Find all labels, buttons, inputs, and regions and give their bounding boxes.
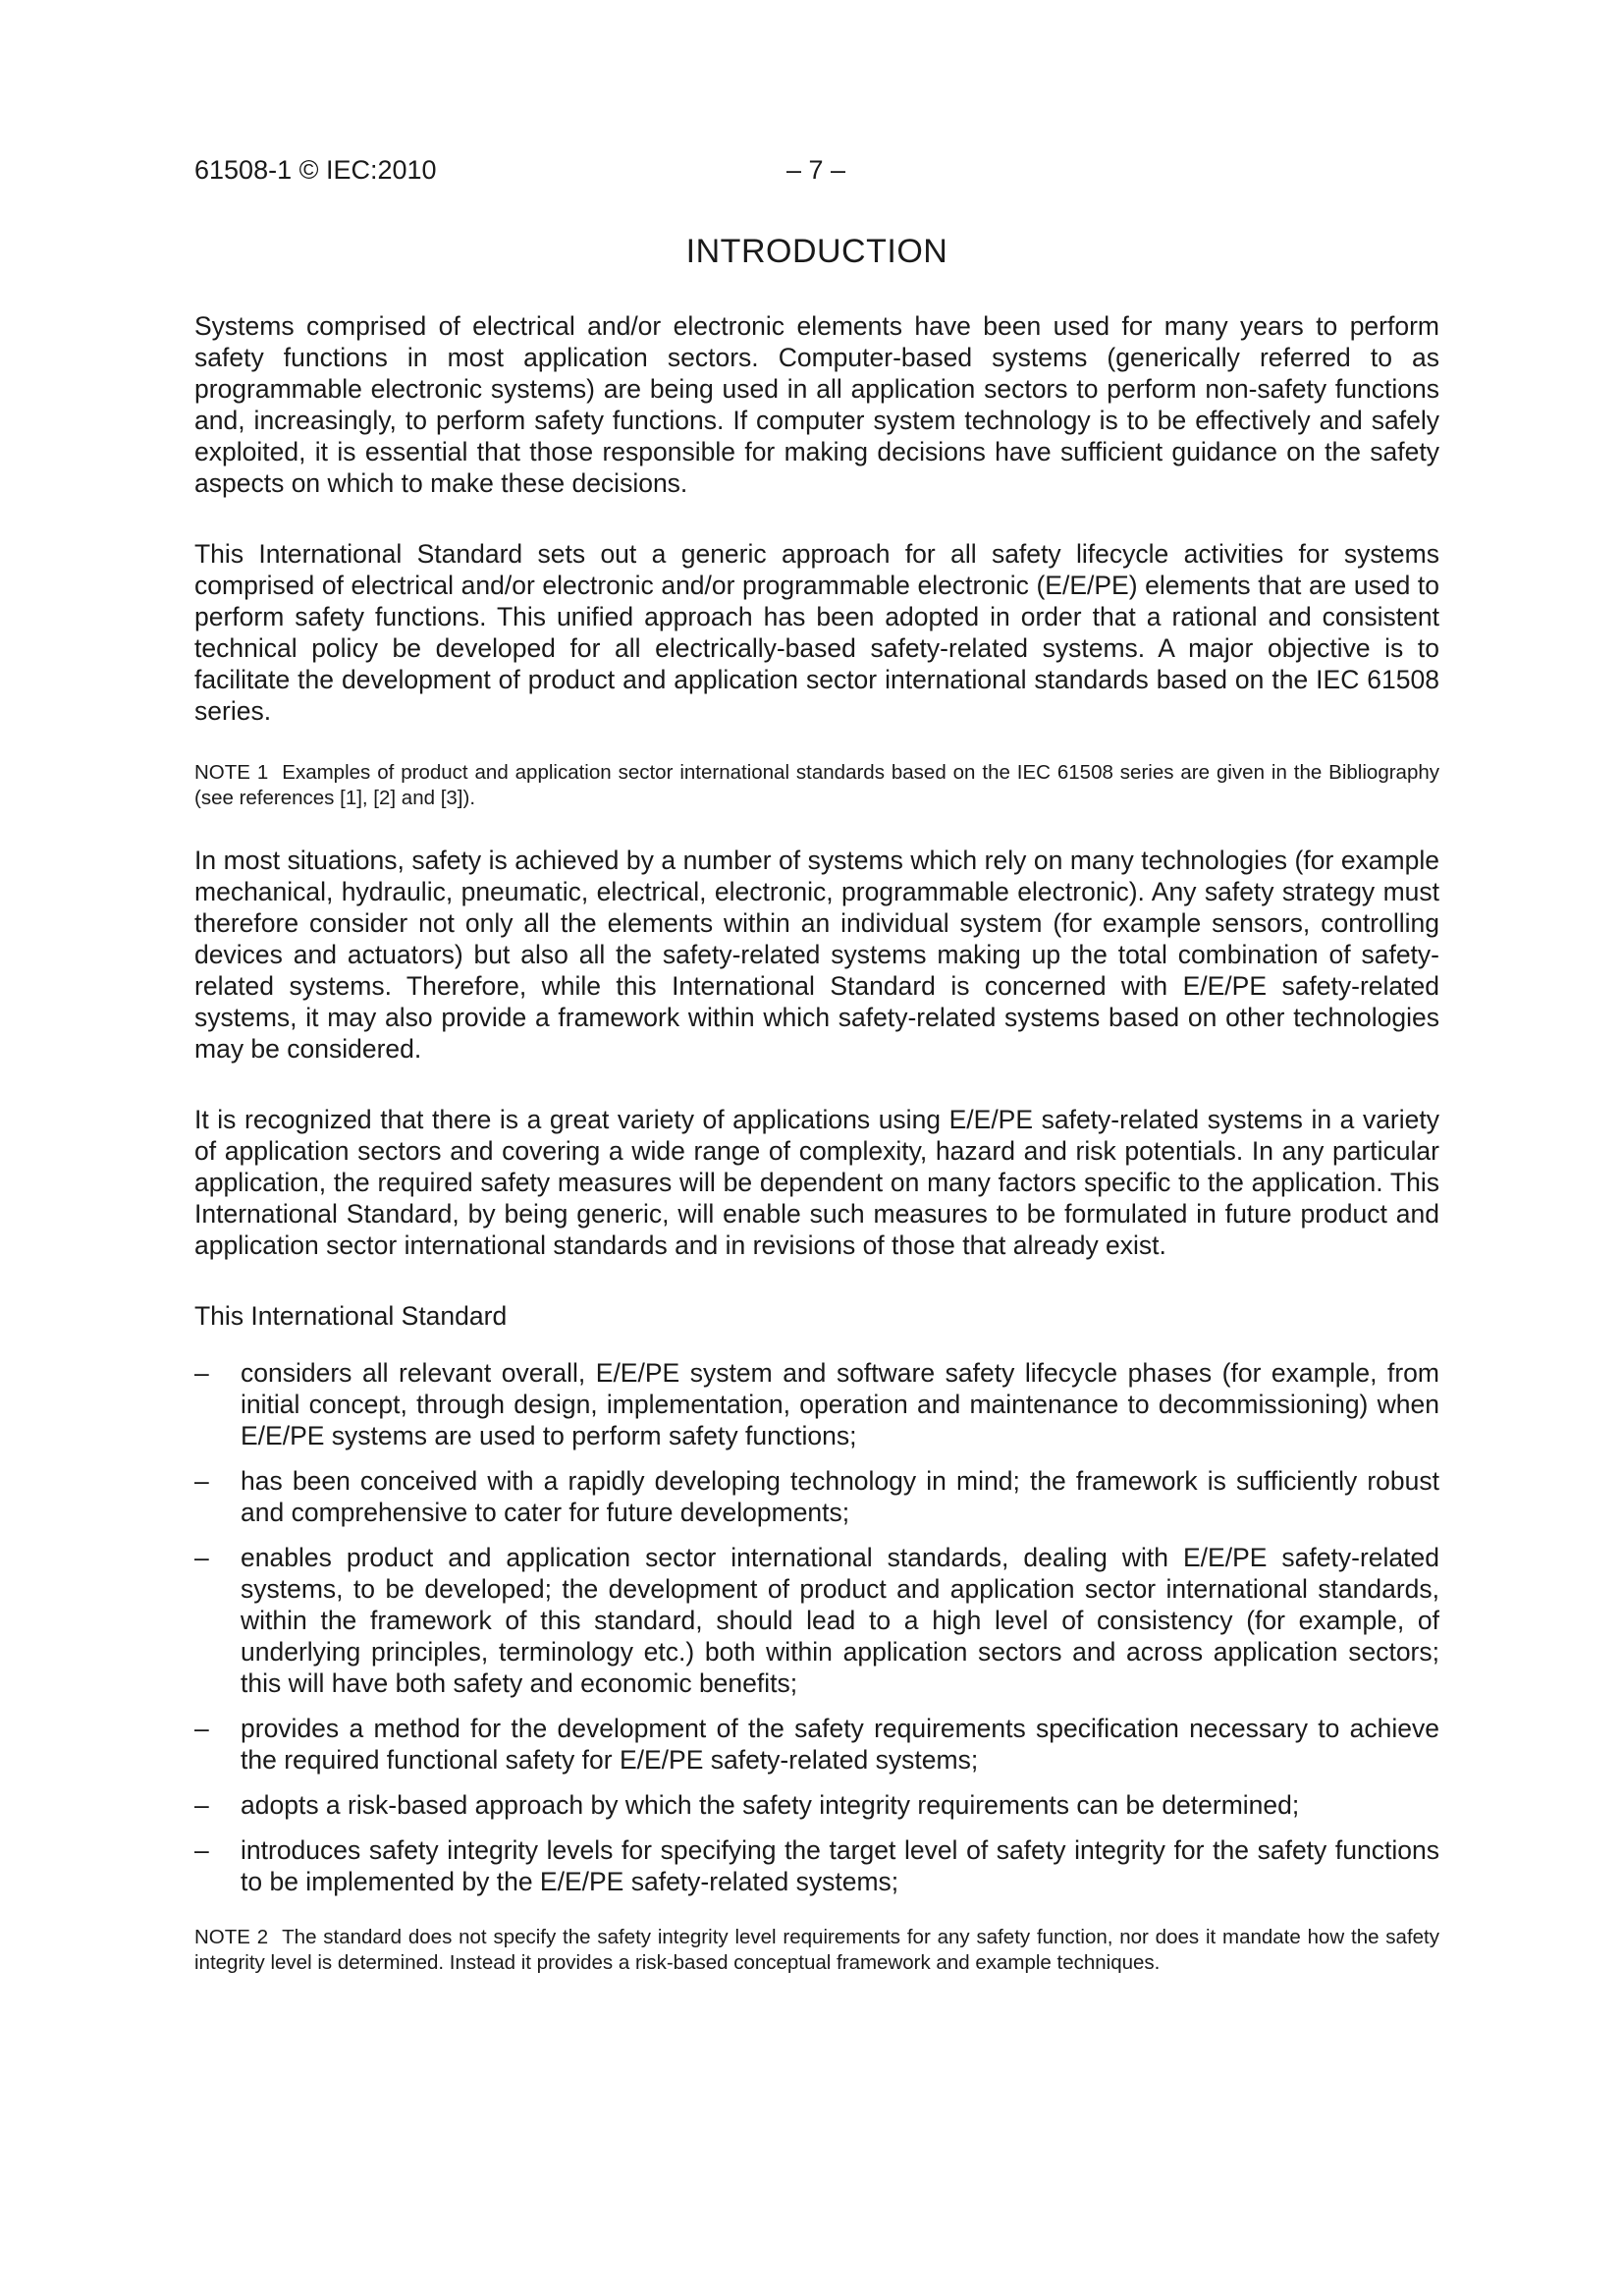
section-title: INTRODUCTION	[685, 233, 948, 270]
note-1	[194, 760, 1439, 811]
note-text: Examples of product and application sector international standards based on the IEC 61508 series are given in the Bibliography (see references [1], [2] and [3]).	[194, 761, 1439, 809]
list-item	[194, 1789, 1439, 1821]
list-item	[194, 1465, 1439, 1528]
list-item	[194, 1542, 1439, 1699]
list-item-text: introduces safety integrity levels for specifying the target level of safety integrity for the safety functions to be implemented by the E/E/PE safety-related systems;	[241, 1835, 1439, 1896]
bullet-list	[194, 1357, 1439, 1897]
dash-marker: –	[194, 1835, 209, 1865]
dash-marker: –	[194, 1466, 209, 1496]
note-label: NOTE 1	[194, 761, 269, 784]
list-item	[194, 1357, 1439, 1451]
note-text: The standard does not specify the safety integrity level requirements for any safety function, nor does it mandate how the safety integrity level is determined. Instead it provides a risk-based conceptual framework and example techniques.	[194, 1926, 1439, 1974]
list-item	[194, 1713, 1439, 1776]
page-header	[194, 155, 1439, 194]
note-2	[194, 1925, 1439, 1976]
document-page	[194, 0, 1439, 2296]
list-item	[194, 1834, 1439, 1897]
paragraph: In most situations, safety is achieved by a number of systems which rely on many technologies (for example mechanical, hydraulic, pneumatic, electrical, electronic, programmable electronic). Any safety strategy must therefore consider not only all the elements within an individual system (for example sensors, controlling devices and actuators) but also all the safety-related systems making up the total combination of safety-related systems. Therefore, while this International Standard is concerned with E/E/PE safety-related systems, it may also provide a framework within which safety-related systems based on other technologies may be considered.	[194, 846, 1439, 1064]
paragraph: This International Standard	[194, 1301, 508, 1331]
dash-marker: –	[194, 1358, 209, 1388]
page-number: – 7 –	[786, 155, 846, 185]
dash-marker: –	[194, 1714, 209, 1743]
note-label: NOTE 2	[194, 1926, 269, 1948]
list-item-text: considers all relevant overall, E/E/PE system and software safety lifecycle phases (for example, from initial concept, through design, implementation, operation and maintenance to decommissioning) when E/E/PE systems are used to perform safety functions;	[241, 1358, 1439, 1450]
dash-marker: –	[194, 1790, 209, 1820]
list-item-text: enables product and application sector international standards, dealing with E/E/PE safety-related systems, to be developed; the development of product and application sector international standards, within the framework of this standard, should lead to a high level of consistency (for example, of underlying principles, terminology etc.) both within application sectors and across application sectors; this will have both safety and economic benefits;	[241, 1543, 1439, 1698]
document-body	[194, 310, 1439, 2009]
paragraph: This International Standard sets out a generic approach for all safety lifecycle activities for systems comprised of electrical and/or electronic and/or programmable electronic (E/E/PE) elements that are used to perform safety functions. This unified approach has been adopted in order that a rational and consistent technical policy be developed for all electrically-based safety-related systems. A major objective is to facilitate the development of product and application sector international standards based on the IEC 61508 series.	[194, 539, 1439, 726]
list-item-text: has been conceived with a rapidly developing technology in mind; the framework is sufficiently robust and comprehensive to cater for future developments;	[241, 1466, 1439, 1527]
paragraph: It is recognized that there is a great variety of applications using E/E/PE safety-related systems in a variety of application sectors and covering a wide range of complexity, hazard and risk potentials. In any particular application, the required safety measures will be dependent on many factors specific to the application. This International Standard, by being generic, will enable such measures to be formulated in future product and application sector international standards and in revisions of those that already exist.	[194, 1105, 1439, 1260]
standard-reference: 61508-1 © IEC:2010	[194, 155, 437, 185]
paragraph: Systems comprised of electrical and/or electronic elements have been used for many years to perform safety functions in most application sectors. Computer-based systems (generically referred to as programmable electronic systems) are being used in all application sectors to perform non-safety functions and, increasingly, to perform safety functions. If computer system technology is to be effectively and safely exploited, it is essential that those responsible for making decisions have sufficient guidance on the safety aspects on which to make these decisions.	[194, 311, 1439, 498]
dash-marker: –	[194, 1543, 209, 1572]
list-item-text: adopts a risk-based approach by which the safety integrity requirements can be determined;	[241, 1790, 1300, 1820]
list-item-text: provides a method for the development of the safety requirements specification necessary to achieve the required functional safety for E/E/PE safety-related systems;	[241, 1714, 1439, 1775]
